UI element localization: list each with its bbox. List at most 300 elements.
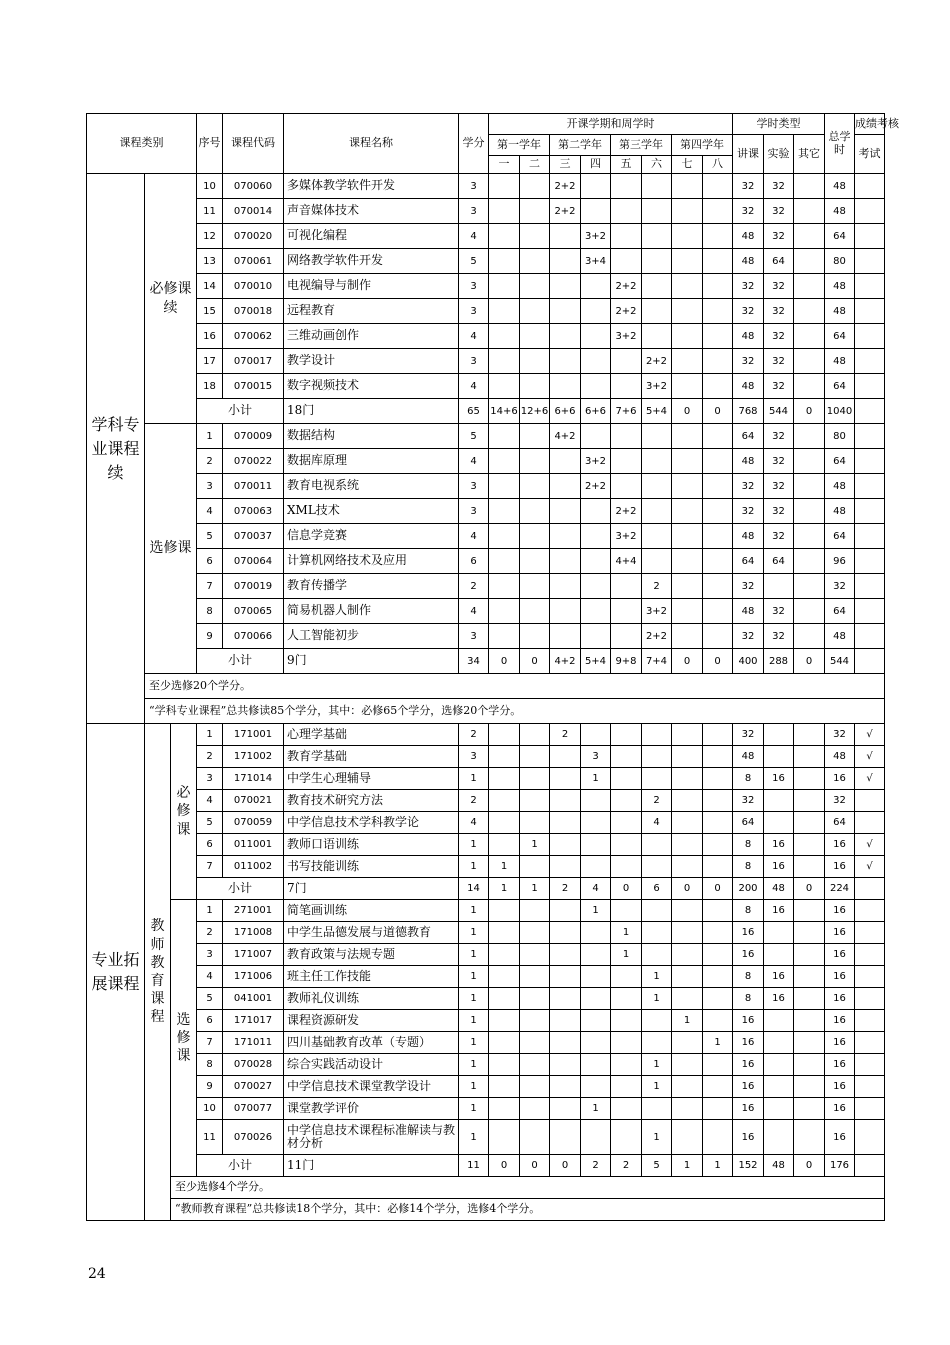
cell-term-3 [550, 499, 581, 524]
cell-course-name: XML技术 [284, 499, 459, 524]
cell-term-8 [703, 549, 733, 574]
cell-term-1 [489, 249, 520, 274]
cell-term-3 [550, 900, 581, 922]
header-term-8: 八 [703, 156, 733, 174]
cell-total: 16 [825, 1098, 855, 1120]
cell-term-8: 0 [703, 649, 733, 674]
cell-exam [855, 174, 885, 199]
cell-credit: 4 [459, 324, 489, 349]
cell-term-4: 1 [581, 1098, 611, 1120]
cell-term-6: 6 [642, 878, 672, 900]
cell-exam [855, 900, 885, 922]
cell-term-2 [520, 199, 550, 224]
cell-term-7 [672, 274, 703, 299]
cell-other [794, 449, 825, 474]
cell-term-2: 12+6 [520, 399, 550, 424]
cell-code: 070062 [223, 324, 284, 349]
cell-term-3 [550, 1076, 581, 1098]
cell-term-8 [703, 199, 733, 224]
table-row [87, 856, 885, 878]
cell-code: 011002 [223, 856, 284, 878]
cell-term-6 [642, 549, 672, 574]
cell-lab: 32 [764, 199, 794, 224]
cell-term-4: 3 [581, 746, 611, 768]
table-row [87, 1032, 885, 1054]
cell-total: 64 [825, 524, 855, 549]
cell-term-7 [672, 746, 703, 768]
cell-credit: 3 [459, 746, 489, 768]
cell-term-6 [642, 499, 672, 524]
cell-exam [855, 649, 885, 674]
cell-term-4 [581, 574, 611, 599]
header-assess: 成绩考核 [855, 114, 885, 135]
cell-lab: 32 [764, 624, 794, 649]
cell-term-8 [703, 768, 733, 790]
cell-term-5 [611, 624, 642, 649]
cell-term-5: 9+8 [611, 649, 642, 674]
cell-credit: 3 [459, 349, 489, 374]
cell-exam [855, 574, 885, 599]
cell-exam [855, 1120, 885, 1155]
cell-lab: 32 [764, 349, 794, 374]
cell-credit: 3 [459, 199, 489, 224]
cell-term-3 [550, 549, 581, 574]
cell-term-3 [550, 1054, 581, 1076]
cell-term-3: 2 [550, 724, 581, 746]
cell-term-8 [703, 900, 733, 922]
cell-term-3 [550, 1032, 581, 1054]
cell-exam [855, 224, 885, 249]
cell-exam [855, 1076, 885, 1098]
cell-other: 0 [794, 878, 825, 900]
cell-exam [855, 988, 885, 1010]
cell-term-1 [489, 834, 520, 856]
subtotal-count: 18门 [284, 399, 459, 424]
cell-lab [764, 746, 794, 768]
cell-term-3 [550, 574, 581, 599]
cell-other [794, 374, 825, 399]
cell-course-name: 数据库原理 [284, 449, 459, 474]
cell-term-3: 2 [550, 878, 581, 900]
cell-other [794, 549, 825, 574]
table-row [87, 790, 885, 812]
cell-term-2 [520, 724, 550, 746]
cell-seq: 11 [197, 1120, 223, 1155]
cell-lab: 32 [764, 599, 794, 624]
cell-total: 16 [825, 1032, 855, 1054]
cell-term-8 [703, 249, 733, 274]
table-row [87, 1010, 885, 1032]
table-row [87, 499, 885, 524]
cell-term-8 [703, 724, 733, 746]
cell-credit: 3 [459, 299, 489, 324]
table-row [87, 524, 885, 549]
cell-term-4: 2+2 [581, 474, 611, 499]
cell-exam [855, 324, 885, 349]
cell-term-8 [703, 1098, 733, 1120]
cell-term-8 [703, 1120, 733, 1155]
sub-label-teacher-education: 教师教育课程 [145, 724, 171, 1221]
cell-seq: 1 [197, 724, 223, 746]
cell-term-2 [520, 499, 550, 524]
cell-term-3: 4+2 [550, 649, 581, 674]
cell-course-name: 教育政策与法规专题 [284, 944, 459, 966]
cell-exam [855, 399, 885, 424]
cell-lab [764, 1120, 794, 1155]
cell-exam [855, 474, 885, 499]
cell-exam [855, 624, 885, 649]
cell-lecture: 32 [733, 499, 764, 524]
cell-seq: 7 [197, 1032, 223, 1054]
cell-course-name: 数据结构 [284, 424, 459, 449]
cell-term-1 [489, 812, 520, 834]
cell-exam [855, 966, 885, 988]
cell-term-5 [611, 199, 642, 224]
cell-other [794, 274, 825, 299]
cell-term-7 [672, 224, 703, 249]
cell-term-4 [581, 1120, 611, 1155]
cell-credit: 14 [459, 878, 489, 900]
cell-seq: 7 [197, 856, 223, 878]
cell-total: 16 [825, 1010, 855, 1032]
cell-lecture: 8 [733, 856, 764, 878]
cell-term-5: 2+2 [611, 274, 642, 299]
section-label-extension: 专业拓展课程 [87, 724, 145, 1221]
cell-exam: √ [855, 856, 885, 878]
cell-term-2 [520, 1098, 550, 1120]
cell-exam [855, 349, 885, 374]
cell-term-1 [489, 1076, 520, 1098]
cell-seq: 7 [197, 574, 223, 599]
cell-term-2 [520, 299, 550, 324]
cell-term-5: 1 [611, 944, 642, 966]
cell-term-4: 2 [581, 1155, 611, 1177]
cell-exam [855, 878, 885, 900]
cell-lab: 32 [764, 174, 794, 199]
cell-term-2 [520, 324, 550, 349]
table-row [87, 449, 885, 474]
cell-term-5 [611, 599, 642, 624]
cell-credit: 1 [459, 1054, 489, 1076]
cell-seq: 6 [197, 1010, 223, 1032]
cell-term-3 [550, 299, 581, 324]
cell-term-6: 2 [642, 790, 672, 812]
cell-term-5 [611, 1054, 642, 1076]
cell-lecture: 8 [733, 768, 764, 790]
cell-lecture: 32 [733, 299, 764, 324]
cell-credit: 4 [459, 524, 489, 549]
cell-term-1 [489, 424, 520, 449]
cell-term-4 [581, 834, 611, 856]
cell-term-8 [703, 174, 733, 199]
cell-lecture: 8 [733, 988, 764, 1010]
cell-term-3: 0 [550, 1155, 581, 1177]
header-year-3: 第三学年 [611, 135, 672, 156]
cell-term-6 [642, 1098, 672, 1120]
cell-term-8 [703, 374, 733, 399]
cell-lecture: 32 [733, 349, 764, 374]
cell-code: 011001 [223, 834, 284, 856]
note-row [87, 674, 885, 699]
cell-term-7 [672, 599, 703, 624]
cell-term-8 [703, 299, 733, 324]
cell-term-5: 3+2 [611, 524, 642, 549]
cell-lab: 16 [764, 900, 794, 922]
cell-lab: 32 [764, 274, 794, 299]
cell-term-2 [520, 812, 550, 834]
cell-term-5 [611, 1076, 642, 1098]
cell-total: 16 [825, 1054, 855, 1076]
cell-term-1 [489, 174, 520, 199]
cell-lab [764, 1098, 794, 1120]
cell-term-3 [550, 988, 581, 1010]
cell-term-5 [611, 449, 642, 474]
cell-total: 48 [825, 746, 855, 768]
cell-term-7 [672, 624, 703, 649]
cell-term-4 [581, 274, 611, 299]
cell-term-7 [672, 724, 703, 746]
cell-other [794, 524, 825, 549]
cell-total: 224 [825, 878, 855, 900]
table-row [87, 922, 885, 944]
cell-term-2 [520, 224, 550, 249]
table-row [87, 834, 885, 856]
cell-seq: 15 [197, 299, 223, 324]
cell-term-7 [672, 988, 703, 1010]
cell-other: 0 [794, 649, 825, 674]
cell-term-3 [550, 349, 581, 374]
cell-total: 16 [825, 966, 855, 988]
table-row [87, 1054, 885, 1076]
cell-course-name: 中学生心理辅导 [284, 768, 459, 790]
cell-term-6 [642, 1010, 672, 1032]
cell-lab: 48 [764, 878, 794, 900]
cell-course-name: 中学生品德发展与道德教育 [284, 922, 459, 944]
cell-term-7 [672, 900, 703, 922]
header-term-group: 开课学期和周学时 [489, 114, 733, 135]
table-row [87, 966, 885, 988]
cell-term-8 [703, 746, 733, 768]
cell-term-2 [520, 768, 550, 790]
cell-term-1 [489, 746, 520, 768]
cell-lecture: 32 [733, 724, 764, 746]
cell-code: 070028 [223, 1054, 284, 1076]
cell-term-6: 5 [642, 1155, 672, 1177]
cell-term-7 [672, 1054, 703, 1076]
cell-credit: 1 [459, 834, 489, 856]
cell-term-3 [550, 474, 581, 499]
cell-other [794, 349, 825, 374]
cell-term-6 [642, 199, 672, 224]
group-label-required: 必修课 [171, 724, 197, 900]
cell-lecture: 32 [733, 790, 764, 812]
cell-other [794, 224, 825, 249]
cell-term-2 [520, 274, 550, 299]
cell-term-7 [672, 768, 703, 790]
cell-other [794, 1098, 825, 1120]
cell-credit: 1 [459, 768, 489, 790]
cell-code: 171002 [223, 746, 284, 768]
cell-other [794, 768, 825, 790]
cell-course-name: 课程资源研发 [284, 1010, 459, 1032]
cell-credit: 1 [459, 1032, 489, 1054]
cell-code: 271001 [223, 900, 284, 922]
cell-term-8 [703, 499, 733, 524]
cell-lab [764, 944, 794, 966]
cell-code: 070015 [223, 374, 284, 399]
cell-code: 070063 [223, 499, 284, 524]
subtotal-row [87, 878, 885, 900]
cell-term-1 [489, 349, 520, 374]
cell-other [794, 324, 825, 349]
cell-credit: 65 [459, 399, 489, 424]
note-row [87, 699, 885, 724]
cell-term-8: 0 [703, 399, 733, 424]
cell-total: 48 [825, 499, 855, 524]
cell-term-7 [672, 474, 703, 499]
cell-term-3: 4+2 [550, 424, 581, 449]
cell-lab [764, 812, 794, 834]
cell-course-name: 课堂教学评价 [284, 1098, 459, 1120]
cell-seq: 18 [197, 374, 223, 399]
subtotal-row [87, 399, 885, 424]
cell-total: 544 [825, 649, 855, 674]
cell-term-3 [550, 812, 581, 834]
cell-other [794, 944, 825, 966]
subtotal-label: 小计 [197, 399, 284, 424]
cell-term-2 [520, 922, 550, 944]
cell-seq: 17 [197, 349, 223, 374]
cell-lab [764, 724, 794, 746]
cell-credit: 3 [459, 174, 489, 199]
cell-lab: 32 [764, 474, 794, 499]
cell-seq: 11 [197, 199, 223, 224]
cell-term-5 [611, 746, 642, 768]
cell-term-6: 1 [642, 1054, 672, 1076]
cell-total: 16 [825, 900, 855, 922]
cell-exam: √ [855, 768, 885, 790]
table-row [87, 199, 885, 224]
cell-other [794, 1032, 825, 1054]
cell-term-4 [581, 624, 611, 649]
cell-code: 070017 [223, 349, 284, 374]
cell-course-name: 人工智能初步 [284, 624, 459, 649]
note-min-elective: 至少选修20个学分。 [145, 674, 885, 699]
cell-term-5 [611, 374, 642, 399]
cell-credit: 2 [459, 574, 489, 599]
cell-lecture: 32 [733, 274, 764, 299]
cell-term-3 [550, 324, 581, 349]
cell-term-6: 5+4 [642, 399, 672, 424]
cell-seq: 8 [197, 1054, 223, 1076]
cell-term-4 [581, 299, 611, 324]
cell-other [794, 856, 825, 878]
cell-term-3 [550, 922, 581, 944]
cell-term-3: 2+2 [550, 174, 581, 199]
header-year-2: 第二学年 [550, 135, 611, 156]
cell-total: 64 [825, 812, 855, 834]
subtotal-label: 小计 [197, 649, 284, 674]
cell-term-8 [703, 856, 733, 878]
cell-code: 171007 [223, 944, 284, 966]
cell-lab: 64 [764, 249, 794, 274]
cell-term-2 [520, 624, 550, 649]
table-row [87, 599, 885, 624]
cell-term-2 [520, 944, 550, 966]
cell-term-5 [611, 856, 642, 878]
cell-term-1 [489, 199, 520, 224]
cell-exam [855, 549, 885, 574]
cell-total: 32 [825, 574, 855, 599]
cell-term-3 [550, 966, 581, 988]
table-row [87, 988, 885, 1010]
cell-total: 48 [825, 349, 855, 374]
table-row [87, 299, 885, 324]
cell-term-3 [550, 1098, 581, 1120]
cell-term-6 [642, 474, 672, 499]
cell-term-1 [489, 988, 520, 1010]
cell-term-7 [672, 812, 703, 834]
cell-term-3 [550, 274, 581, 299]
cell-term-4 [581, 199, 611, 224]
cell-lecture: 8 [733, 900, 764, 922]
cell-term-8: 1 [703, 1155, 733, 1177]
cell-total: 64 [825, 324, 855, 349]
cell-credit: 3 [459, 499, 489, 524]
cell-exam [855, 1155, 885, 1177]
cell-term-6 [642, 922, 672, 944]
cell-term-7 [672, 1098, 703, 1120]
note-total-credits: “教师教育课程”总共修读18个学分，其中：必修14个学分，选修4个学分。 [171, 1199, 885, 1221]
subtotal-count: 7门 [284, 878, 459, 900]
cell-lab: 288 [764, 649, 794, 674]
cell-term-6: 1 [642, 988, 672, 1010]
cell-term-5 [611, 790, 642, 812]
cell-term-7 [672, 1120, 703, 1155]
cell-course-name: 教师礼仪训练 [284, 988, 459, 1010]
cell-other [794, 499, 825, 524]
header-total: 总学时 [825, 114, 855, 174]
cell-term-8 [703, 1054, 733, 1076]
cell-lab [764, 1076, 794, 1098]
cell-term-2 [520, 790, 550, 812]
cell-term-1 [489, 574, 520, 599]
cell-lecture: 32 [733, 574, 764, 599]
cell-lecture: 16 [733, 944, 764, 966]
cell-term-6 [642, 944, 672, 966]
cell-term-2 [520, 574, 550, 599]
cell-term-7 [672, 449, 703, 474]
cell-term-3 [550, 249, 581, 274]
cell-term-4 [581, 599, 611, 624]
cell-course-name: 中学信息技术课堂教学设计 [284, 1076, 459, 1098]
cell-term-5 [611, 1120, 642, 1155]
cell-term-1 [489, 549, 520, 574]
cell-exam [855, 524, 885, 549]
page-number: 24 [88, 1266, 106, 1282]
cell-code: 070059 [223, 812, 284, 834]
cell-term-7 [672, 249, 703, 274]
cell-term-8 [703, 324, 733, 349]
cell-credit: 1 [459, 1076, 489, 1098]
table-row [87, 768, 885, 790]
cell-term-6: 1 [642, 1076, 672, 1098]
cell-total: 48 [825, 199, 855, 224]
cell-credit: 4 [459, 599, 489, 624]
cell-term-2 [520, 1076, 550, 1098]
cell-lecture: 8 [733, 834, 764, 856]
cell-term-7 [672, 966, 703, 988]
